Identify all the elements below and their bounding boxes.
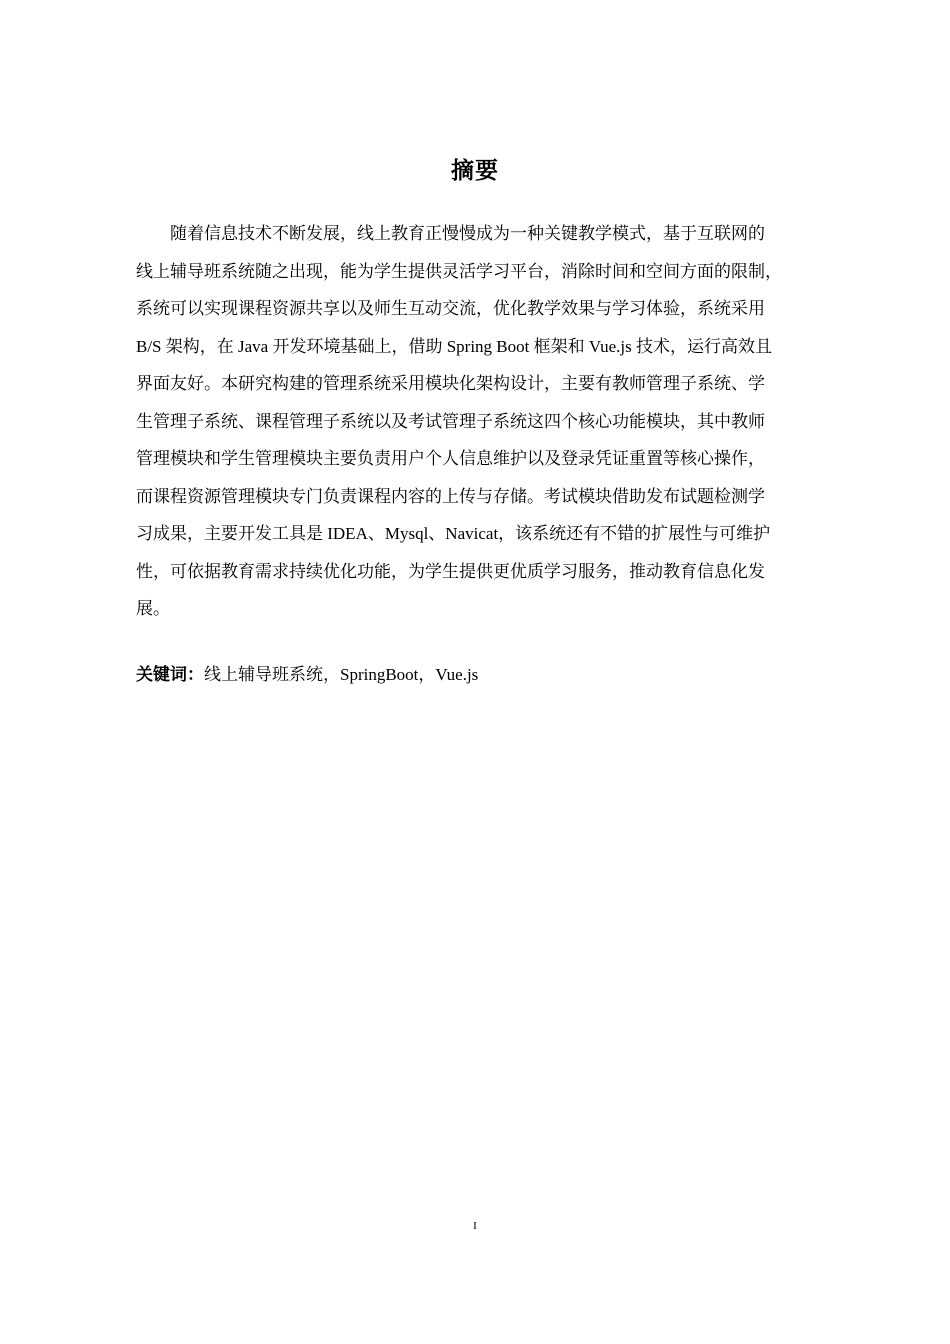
abstract-title: 摘要 xyxy=(451,158,499,184)
abstract-line: 性，可依据教育需求持续优化功能，为学生提供更优质学习服务，推动教育信息化发 xyxy=(136,561,765,581)
keywords-paragraph xyxy=(136,660,478,690)
abstract-line: 展。 xyxy=(136,599,170,618)
abstract-line: 随着信息技术不断发展，线上教育正慢慢成为一种关键教学模式，基于互联网的 xyxy=(136,224,765,243)
abstract-line: 生管理子系统、课程管理子系统以及考试管理子系统这四个核心功能模块，其中教师 xyxy=(136,411,765,431)
abstract-line: 界面友好。本研究构建的管理系统采用模块化架构设计，主要有教师管理子系统、学 xyxy=(136,374,765,393)
abstract-line: 系统可以实现课程资源共享以及师生互动交流，优化教学效果与学习体验，系统采用 xyxy=(136,299,765,318)
keywords-value: 线上辅导班系统，SpringBoot，Vue.js xyxy=(204,665,479,684)
abstract-line: 管理模块和学生管理模块主要负责用户个人信息维护以及登录凭证重置等核心操作， xyxy=(136,449,765,468)
abstract-body xyxy=(136,215,862,628)
abstract-line: 而课程资源管理模块专门负责课程内容的上传与存储。考试模块借助发布试题检测学 xyxy=(136,486,765,506)
abstract-line: 线上辅导班系统随之出现，能为学生提供灵活学习平台，消除时间和空间方面的限制， xyxy=(136,261,782,281)
keywords-label: 关键词： xyxy=(136,665,204,684)
abstract-line: 习成果，主要开发工具是 IDEA、Mysql、Navicat，该系统还有不错的扩展性与可维护 xyxy=(136,524,771,543)
abstract-line: B/S 架构，在 Java 开发环境基础上，借助 Spring Boot 框架和 Vue.js 技术，运行高效且 xyxy=(136,336,773,356)
page-number: I xyxy=(473,1220,477,1232)
